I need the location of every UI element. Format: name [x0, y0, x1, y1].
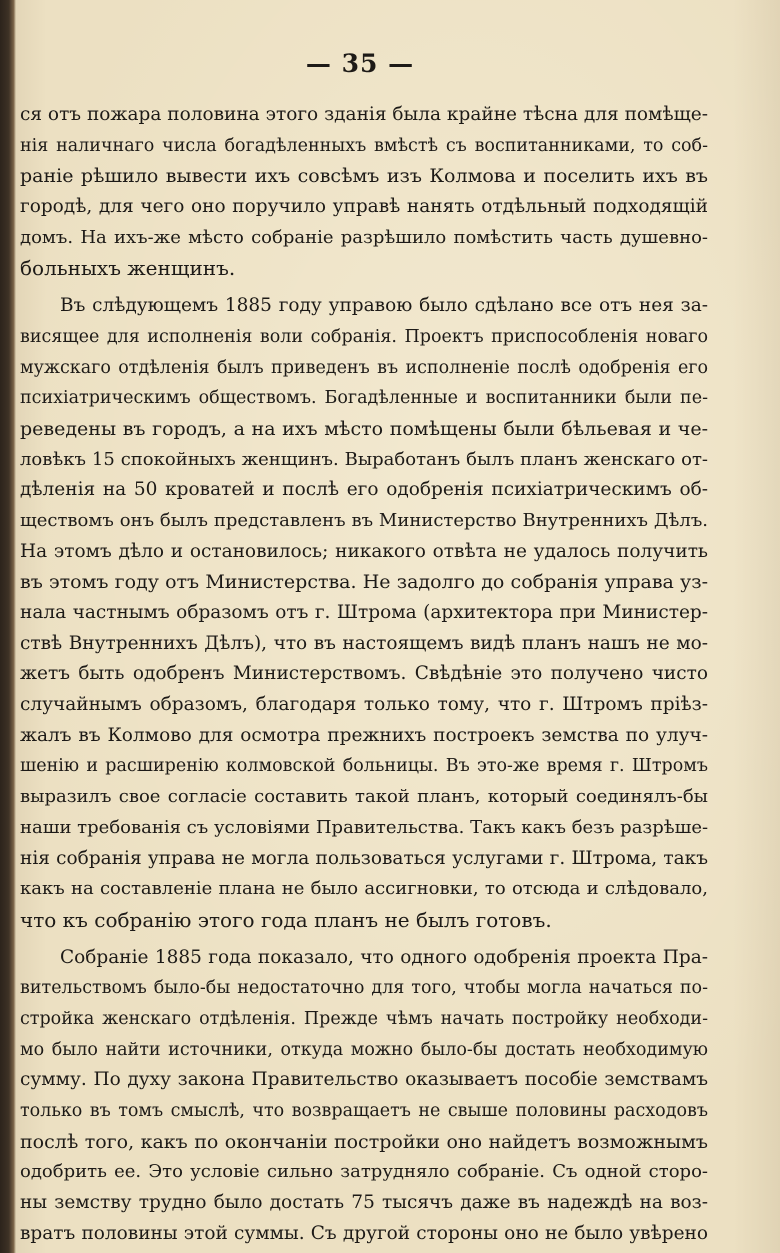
text-line: ся отъ пожара половина этого зданія была крайне тѣсна для помѣще-	[20, 104, 708, 125]
text-line: домъ. На ихъ-же мѣсто собраніе разрѣшило помѣстить часть душевно-	[20, 226, 708, 248]
text-line: висящее для исполненія воли собранія. Проектъ приспособленія новаго	[20, 326, 708, 347]
paragraph-2	[20, 291, 708, 935]
text-line: Собраніе 1885 года показало, что одного одобренія проекта Пра-	[60, 946, 708, 968]
text-line: вительствомъ было-бы недостаточно для того, чтобы могла начаться по-	[20, 978, 708, 999]
text-line: что къ собранію этого года планъ не былъ готовъ.	[20, 907, 552, 932]
text-line: только въ томъ смыслѣ, что возвращаетъ не свыше половины расходовъ	[20, 1101, 708, 1121]
text-line: ществомъ онъ былъ представленъ въ Министерство Внутреннихъ Дѣлъ.	[20, 509, 708, 531]
text-line: выразилъ свое согласіе составить такой планъ, который соединялъ-бы	[20, 786, 708, 808]
text-line: наши требованія съ условіями Правительства. Такъ какъ безъ разрѣше-	[20, 816, 708, 838]
text-line: жалъ въ Колмово для осмотра прежнихъ построекъ земства по улуч-	[20, 724, 708, 746]
text-line: больныхъ женщинъ.	[20, 256, 236, 281]
text-line: сумму. По духу закона Правительство оказываетъ пособіе земствамъ	[20, 1069, 708, 1091]
page-number: — 35 —	[305, 49, 415, 78]
text-line: мужскаго отдѣленія былъ приведенъ въ исполненіе послѣ одобренія его	[20, 357, 708, 378]
text-line: ловѣкъ 15 спокойныхъ женщинъ. Выработанъ былъ планъ женскаго от-	[20, 448, 708, 470]
text-line: нія наличнаго числа богадѣленныхъ вмѣстѣ съ воспитанниками, то соб-	[20, 135, 708, 156]
text-line: ствѣ Внутреннихъ Дѣлъ), что въ настоящемъ видѣ планъ нашъ не мо-	[20, 632, 708, 654]
text-line: ны земству трудно было достать 75 тысячъ даже въ надеждѣ на воз-	[20, 1192, 708, 1214]
text-line: нала частнымъ образомъ отъ г. Штрома (архитектора при Министер-	[20, 602, 708, 623]
text-line: въ этомъ году отъ Министерства. Не задолго до собранія управа уз-	[20, 571, 708, 594]
text-line: психіатрическимъ обществомъ. Богадѣленные и воспитанники были пе-	[20, 388, 708, 409]
text-line: реведены въ городъ, а на ихъ мѣсто помѣщены были бѣльевая и че-	[20, 417, 708, 440]
paragraph-gap	[20, 284, 708, 291]
text-line: мо было найти источники, откуда можно было-бы достать необходимую	[20, 1039, 708, 1060]
text-line: вратъ половины этой суммы. Съ другой стороны оно не было увѣрено	[20, 1222, 708, 1244]
text-line: городѣ, для чего оно поручило управѣ нанять отдѣльный подходящій	[20, 196, 708, 218]
text-line: какъ на составленіе плана не было ассигновки, то отсюда и слѣдовало,	[20, 878, 708, 900]
text-line: На этомъ дѣло и остановилось; никакого отвѣта не удалось получить	[20, 540, 708, 562]
text-line: жетъ быть одобренъ Министерствомъ. Свѣдѣніе это получено чисто	[20, 663, 708, 685]
text-line: послѣ того, какъ по окончаніи постройки оно найдетъ возможнымъ	[20, 1130, 708, 1153]
text-line: шенію и расширенію колмовской больницы. Въ это-же время г. Штромъ	[20, 756, 708, 777]
paragraph-gap	[20, 936, 708, 943]
text-line: раніе рѣшило вывести ихъ совсѣмъ изъ Колмова и поселить ихъ въ	[20, 165, 708, 188]
text-line: случайнымъ образомъ, благодаря только тому, что г. Штромъ пріѣз-	[20, 694, 708, 716]
text-line: дѣленія на 50 кроватей и послѣ его одобренія психіатрическимъ об-	[20, 479, 708, 501]
text-line: одобрить ее. Это условіе сильно затрудняло собраніе. Съ одной сторо-	[20, 1161, 708, 1183]
paragraph-1	[20, 100, 708, 284]
book-binding-edge	[0, 0, 16, 1253]
text-line: стройка женскаго отдѣленія. Прежде чѣмъ начать постройку необходи-	[20, 1008, 708, 1029]
body-text	[20, 100, 708, 1249]
text-line: Въ слѣдующемъ 1885 году управою было сдѣлано все отъ нея за-	[60, 295, 708, 317]
text-line: нія собранія управа не могла пользоваться услугами г. Штрома, такъ	[20, 847, 708, 869]
paragraph-3	[20, 943, 708, 1250]
